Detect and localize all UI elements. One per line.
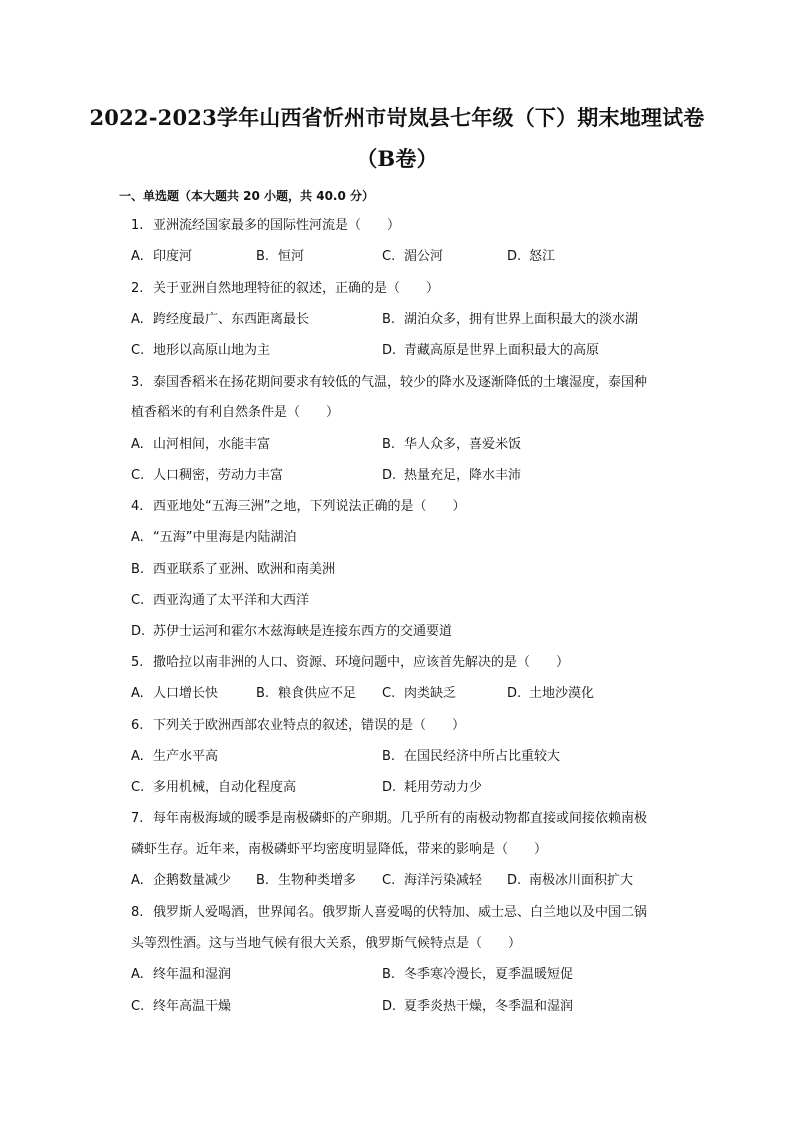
- question-7-stem: [131, 809, 647, 829]
- question-text: 俄罗斯人爱喝酒，世界闻名。俄罗斯人喜爱喝的伏特加、威士忌、白兰地以及中国二锅: [153, 905, 648, 920]
- q3-option-a: A. 山河相间，水能丰富: [131, 437, 271, 452]
- q6-option-d: D. 耗用劳动力少: [382, 780, 483, 795]
- question-number: 5.: [131, 655, 144, 670]
- q5-option-d: D. 土地沙漠化: [507, 686, 595, 701]
- question-8-stem: [131, 903, 647, 923]
- q7-option-a: A. 企鹅数量减少: [131, 873, 232, 888]
- q8-option-c: C. 终年高温干燥: [131, 999, 232, 1014]
- q4-option-a: A. “五海”中里海是内陆湖泊: [131, 530, 297, 545]
- question-text: 泰国香稻米在扬花期间要求有较低的气温，较少的降水及逐渐降低的土壤湿度，泰国种: [153, 375, 648, 390]
- q2-option-d: D. 青藏高原是世界上面积最大的高原: [382, 343, 600, 358]
- question-5-stem: [131, 653, 569, 673]
- q3-option-b: B. 华人众多，喜爱米饭: [382, 437, 522, 452]
- question-3-stem: [131, 373, 647, 393]
- question-6-stem: [131, 716, 465, 736]
- question-2-stem: [131, 279, 439, 299]
- q4-option-d: D. 苏伊士运河和霍尔木兹海峡是连接东西方的交通要道: [131, 624, 453, 639]
- question-number: 6.: [131, 718, 144, 733]
- q8-option-b: B. 冬季寒冷漫长，夏季温暖短促: [382, 967, 574, 982]
- q1-option-c: C. 湄公河: [382, 249, 444, 264]
- q5-option-b: B. 粮食供应不足: [256, 686, 357, 701]
- q7-option-c: C. 海洋污染减轻: [382, 873, 483, 888]
- section-heading: 一、单选题（本大题共 20 小题，共 40.0 分）: [119, 189, 375, 203]
- q4-option-b: B. 西亚联系了亚洲、欧洲和南美洲: [131, 562, 336, 577]
- question-number: 1.: [131, 218, 144, 233]
- q8-option-a: A. 终年温和湿润: [131, 967, 232, 982]
- q1-option-b: B. 恒河: [256, 249, 305, 264]
- q2-option-b: B. 湖泊众多，拥有世界上面积最大的淡水湖: [382, 312, 639, 327]
- q6-option-b: B. 在国民经济中所占比重较大: [382, 749, 561, 764]
- question-text: 关于亚洲自然地理特征的叙述，正确的是（ ）: [153, 281, 440, 296]
- question-4-stem: [131, 497, 465, 517]
- question-number: 3.: [131, 375, 144, 390]
- q1-option-a: A. 印度河: [131, 249, 193, 264]
- q5-option-a: A. 人口增长快: [131, 686, 219, 701]
- question-number: 4.: [131, 499, 144, 514]
- q2-option-a: A. 跨经度最广、东西距离最长: [131, 312, 310, 327]
- question-text: 下列关于欧洲西部农业特点的叙述，错误的是（ ）: [153, 718, 466, 733]
- q6-option-c: C. 多用机械，自动化程度高: [131, 780, 297, 795]
- exam-title-line2: （B卷）: [356, 146, 438, 171]
- q3-option-d: D. 热量充足，降水丰沛: [382, 468, 522, 483]
- q4-option-c: C. 西亚沟通了太平洋和大西洋: [131, 593, 310, 608]
- q6-option-a: A. 生产水平高: [131, 749, 219, 764]
- q7-option-b: B. 生物种类增多: [256, 873, 357, 888]
- question-3-stem-cont: 植香稻米的有利自然条件是（ ）: [131, 405, 340, 420]
- question-number: 8.: [131, 905, 144, 920]
- question-text: 亚洲流经国家最多的国际性河流是（ ）: [153, 218, 401, 233]
- q8-option-d: D. 夏季炎热干燥，冬季温和湿润: [382, 999, 574, 1014]
- question-text: 每年南极海域的暖季是南极磷虾的产卵期。几乎所有的南极动物都直接或间接依赖南极: [153, 811, 648, 826]
- question-1-stem: [131, 216, 400, 236]
- question-number: 7.: [131, 811, 144, 826]
- q2-option-c: C. 地形以高原山地为主: [131, 343, 271, 358]
- question-number: 2.: [131, 281, 144, 296]
- question-8-stem-cont: 头等烈性酒。这与当地气候有很大关系，俄罗斯气候特点是（ ）: [131, 936, 522, 951]
- q3-option-c: C. 人口稠密，劳动力丰富: [131, 468, 284, 483]
- q1-option-d: D. 怒江: [507, 249, 556, 264]
- q7-option-d: D. 南极冰川面积扩大: [507, 873, 634, 888]
- question-text: 撒哈拉以南非洲的人口、资源、环境问题中，应该首先解决的是（ ）: [153, 655, 570, 670]
- q5-option-c: C. 肉类缺乏: [382, 686, 457, 701]
- question-text: 西亚地处“五海三洲”之地，下列说法正确的是（ ）: [153, 499, 466, 514]
- question-7-stem-cont: 磷虾生存。近年来，南极磷虾平均密度明显降低，带来的影响是（ ）: [131, 842, 548, 857]
- exam-title-line1: 2022-2023学年山西省忻州市岢岚县七年级（下）期末地理试卷: [89, 105, 705, 130]
